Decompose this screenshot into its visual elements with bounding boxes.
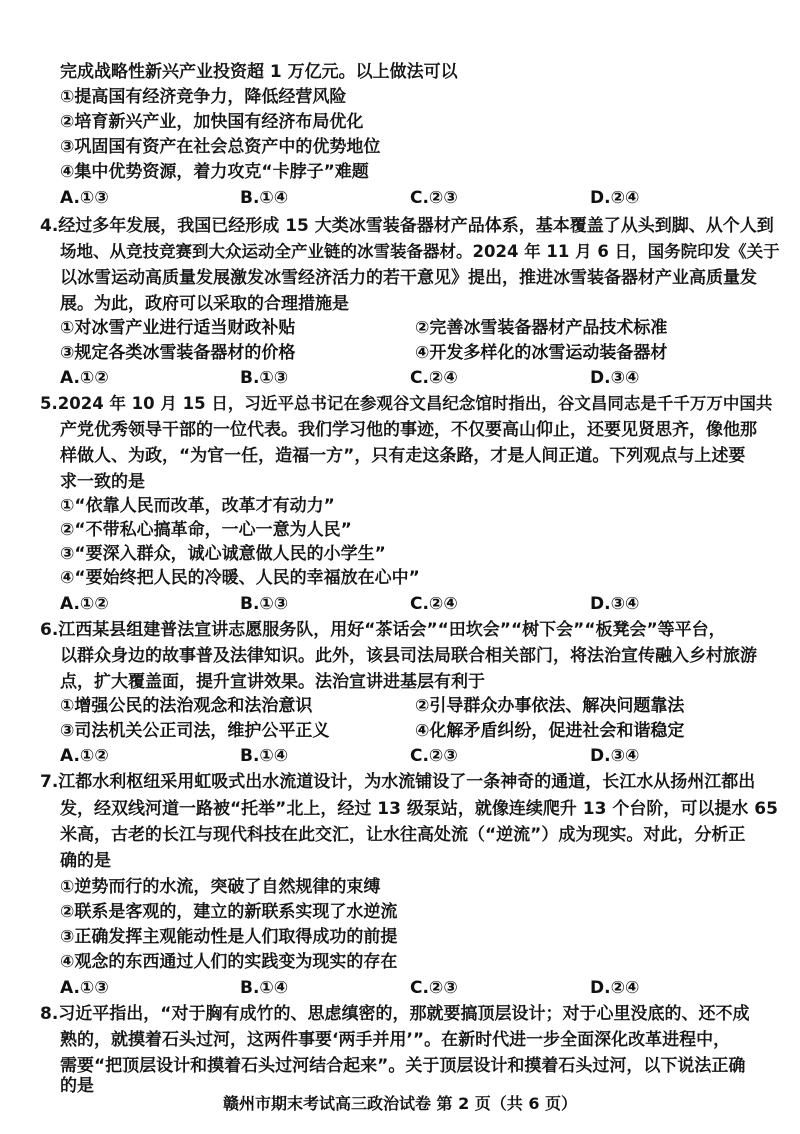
option-a: A.①② bbox=[60, 368, 109, 388]
question-text-line: 展。为此，政府可以采取的合理措施是 bbox=[60, 294, 349, 314]
option-a: A.①② bbox=[60, 746, 109, 766]
question-text-line: 场地、从竞技竞赛到大众运动全产业链的冰雪装备器材。2024 年 11 月 6 日，国务院印发《关于 bbox=[60, 242, 780, 261]
question-8-stem: 8.习近平指出，“对于胸有成竹的、思虑缜密的，那就要搞顶层设计；对于心里没底的、还不成 bbox=[40, 1004, 750, 1024]
option-d: D.③④ bbox=[590, 746, 640, 766]
statement-item: ④观念的东西通过人们的实践变为现实的存在 bbox=[60, 952, 398, 972]
statement-row bbox=[60, 316, 760, 340]
statement-row bbox=[60, 341, 760, 365]
statement-item: ②培育新兴产业，加快国有经济布局优化 bbox=[60, 112, 364, 132]
question-5-stem: 5.2024 年 10 月 15 日，习近平总书记在参观谷文昌纪念馆时指出，谷文昌同志是千千万万中国共 bbox=[40, 394, 773, 413]
question-text-line: 以群众身边的故事普及法律知识。此外，该县司法局联合相关部门，将法治宣传融入乡村旅游 bbox=[60, 646, 757, 666]
statement-item: ③正确发挥主观能动性是人们取得成功的前提 bbox=[60, 927, 398, 947]
statement-item: ①提高国有经济竞争力，降低经营风险 bbox=[60, 87, 347, 107]
option-d: D.③④ bbox=[590, 368, 640, 388]
statement-row bbox=[60, 694, 760, 718]
option-a: A.①③ bbox=[60, 978, 109, 998]
statement-row bbox=[60, 719, 760, 743]
question-text-line: 点，扩大覆盖面，提升宣讲效果。法治宣讲进基层有利于 bbox=[60, 672, 485, 692]
option-d: D.③④ bbox=[590, 594, 640, 614]
option-c: C.②④ bbox=[410, 594, 458, 614]
question-4-stem: 4.经过多年发展，我国已经形成 15 大类冰雪装备器材产品体系，基本覆盖了从头到脚、从个人到 bbox=[40, 216, 774, 236]
statement-item: ②引导群众办事依法、解决问题靠法 bbox=[415, 696, 685, 716]
question-text-line: 需要“把顶层设计和摸着石头过河结合起来”。关于顶层设计和摸着石头过河，以下说法正确 bbox=[60, 1056, 746, 1076]
question-text-line: 的是 bbox=[60, 1076, 94, 1096]
statement-item: ②完善冰雪装备器材产品技术标准 bbox=[415, 318, 668, 338]
option-c: C.②④ bbox=[410, 368, 458, 388]
statement-item: ①增强公民的法治观念和法治意识 bbox=[60, 696, 313, 716]
question-text-line: 产党优秀领导干部的一位代表。我们学习他的事迹，不仅要高山仰止，还要见贤思齐，像他那 bbox=[60, 420, 757, 440]
option-c: C.②③ bbox=[410, 746, 458, 766]
statement-item: ④“要始终把人民的冷暖、人民的幸福放在心中” bbox=[60, 568, 420, 588]
statement-item: ④化解矛盾纠纷，促进社会和谐稳定 bbox=[415, 721, 685, 741]
question-text-line: 熟的，就摸着石头过河，这两件事要‘两手并用’”。在新时代进一步全面深化改革进程中， bbox=[60, 1030, 731, 1050]
statement-item: ③司法机关公正司法，维护公平正义 bbox=[60, 721, 330, 741]
question-6-stem: 6.江西某县组建普法宣讲志愿服务队，用好“茶话会”“田坎会”“树下会”“板凳会”等平台， bbox=[40, 620, 726, 640]
question-text-line: 以冰雪运动高质量发展激发冰雪经济活力的若干意见》提出，推进冰雪装备器材产业高质量发 bbox=[60, 268, 757, 288]
option-c: C.②③ bbox=[410, 978, 458, 998]
option-c: C.②③ bbox=[410, 188, 458, 208]
statement-item: ③规定各类冰雪装备器材的价格 bbox=[60, 343, 296, 363]
statement-item: ①逆势而行的水流，突破了自然规律的束缚 bbox=[60, 877, 381, 897]
statement-item: ④集中优势资源，着力攻克“卡脖子”难题 bbox=[60, 162, 369, 182]
question-text-line: 确的是 bbox=[60, 851, 111, 871]
statement-item: ③巩固国有资产在社会总资产中的优势地位 bbox=[60, 137, 381, 157]
answer-options bbox=[60, 186, 760, 210]
answer-options bbox=[60, 592, 760, 616]
answer-options bbox=[60, 976, 760, 1000]
statement-item: ③“要深入群众，诚心诚意做人民的小学生” bbox=[60, 544, 386, 564]
option-a: A.①③ bbox=[60, 188, 109, 208]
option-a: A.①② bbox=[60, 594, 109, 614]
statement-item: ①对冰雪产业进行适当财政补贴 bbox=[60, 318, 296, 338]
option-b: B.①④ bbox=[240, 188, 289, 208]
statement-item: ②“不带私心搞革命，一心一意为人民” bbox=[60, 520, 352, 540]
question-text-line: 发，经双线河道一路被“托举”北上，经过 13 级泵站，就像连续爬升 13 个台阶，可以提水 65 bbox=[60, 799, 778, 819]
question-7-stem: 7.江都水利枢纽采用虹吸式出水流道设计，为水流铺设了一条神奇的通道，长江水从扬州江都出 bbox=[40, 772, 756, 792]
question-text-line: 样做人、为政，“为官一任，造福一方”，只有走这条路，才是人间正道。下列观点与上述要 bbox=[60, 446, 746, 466]
question-text-line: 完成战略性新兴产业投资超 1 万亿元。以上做法可以 bbox=[60, 62, 458, 82]
option-b: B.①③ bbox=[240, 594, 289, 614]
statement-item: ④开发多样化的冰雪运动装备器材 bbox=[415, 343, 668, 363]
question-text-line: 求一致的是 bbox=[60, 472, 145, 492]
statement-item: ①“依靠人民而改革，改革才有动力” bbox=[60, 496, 335, 516]
page-footer: 赣州市期末考试高三政治试卷 第 2 页（共 6 页） bbox=[222, 1094, 578, 1113]
answer-options bbox=[60, 744, 760, 768]
option-d: D.②④ bbox=[590, 978, 640, 998]
question-text-line: 米高，古老的长江与现代科技在此交汇，让水往高处流（“逆流”）成为现实。对此，分析正 bbox=[60, 825, 746, 845]
option-b: B.①④ bbox=[240, 746, 289, 766]
answer-options bbox=[60, 366, 760, 390]
statement-item: ②联系是客观的，建立的新联系实现了水逆流 bbox=[60, 902, 398, 922]
option-b: B.①③ bbox=[240, 368, 289, 388]
option-b: B.①④ bbox=[240, 978, 289, 998]
option-d: D.②④ bbox=[590, 188, 640, 208]
